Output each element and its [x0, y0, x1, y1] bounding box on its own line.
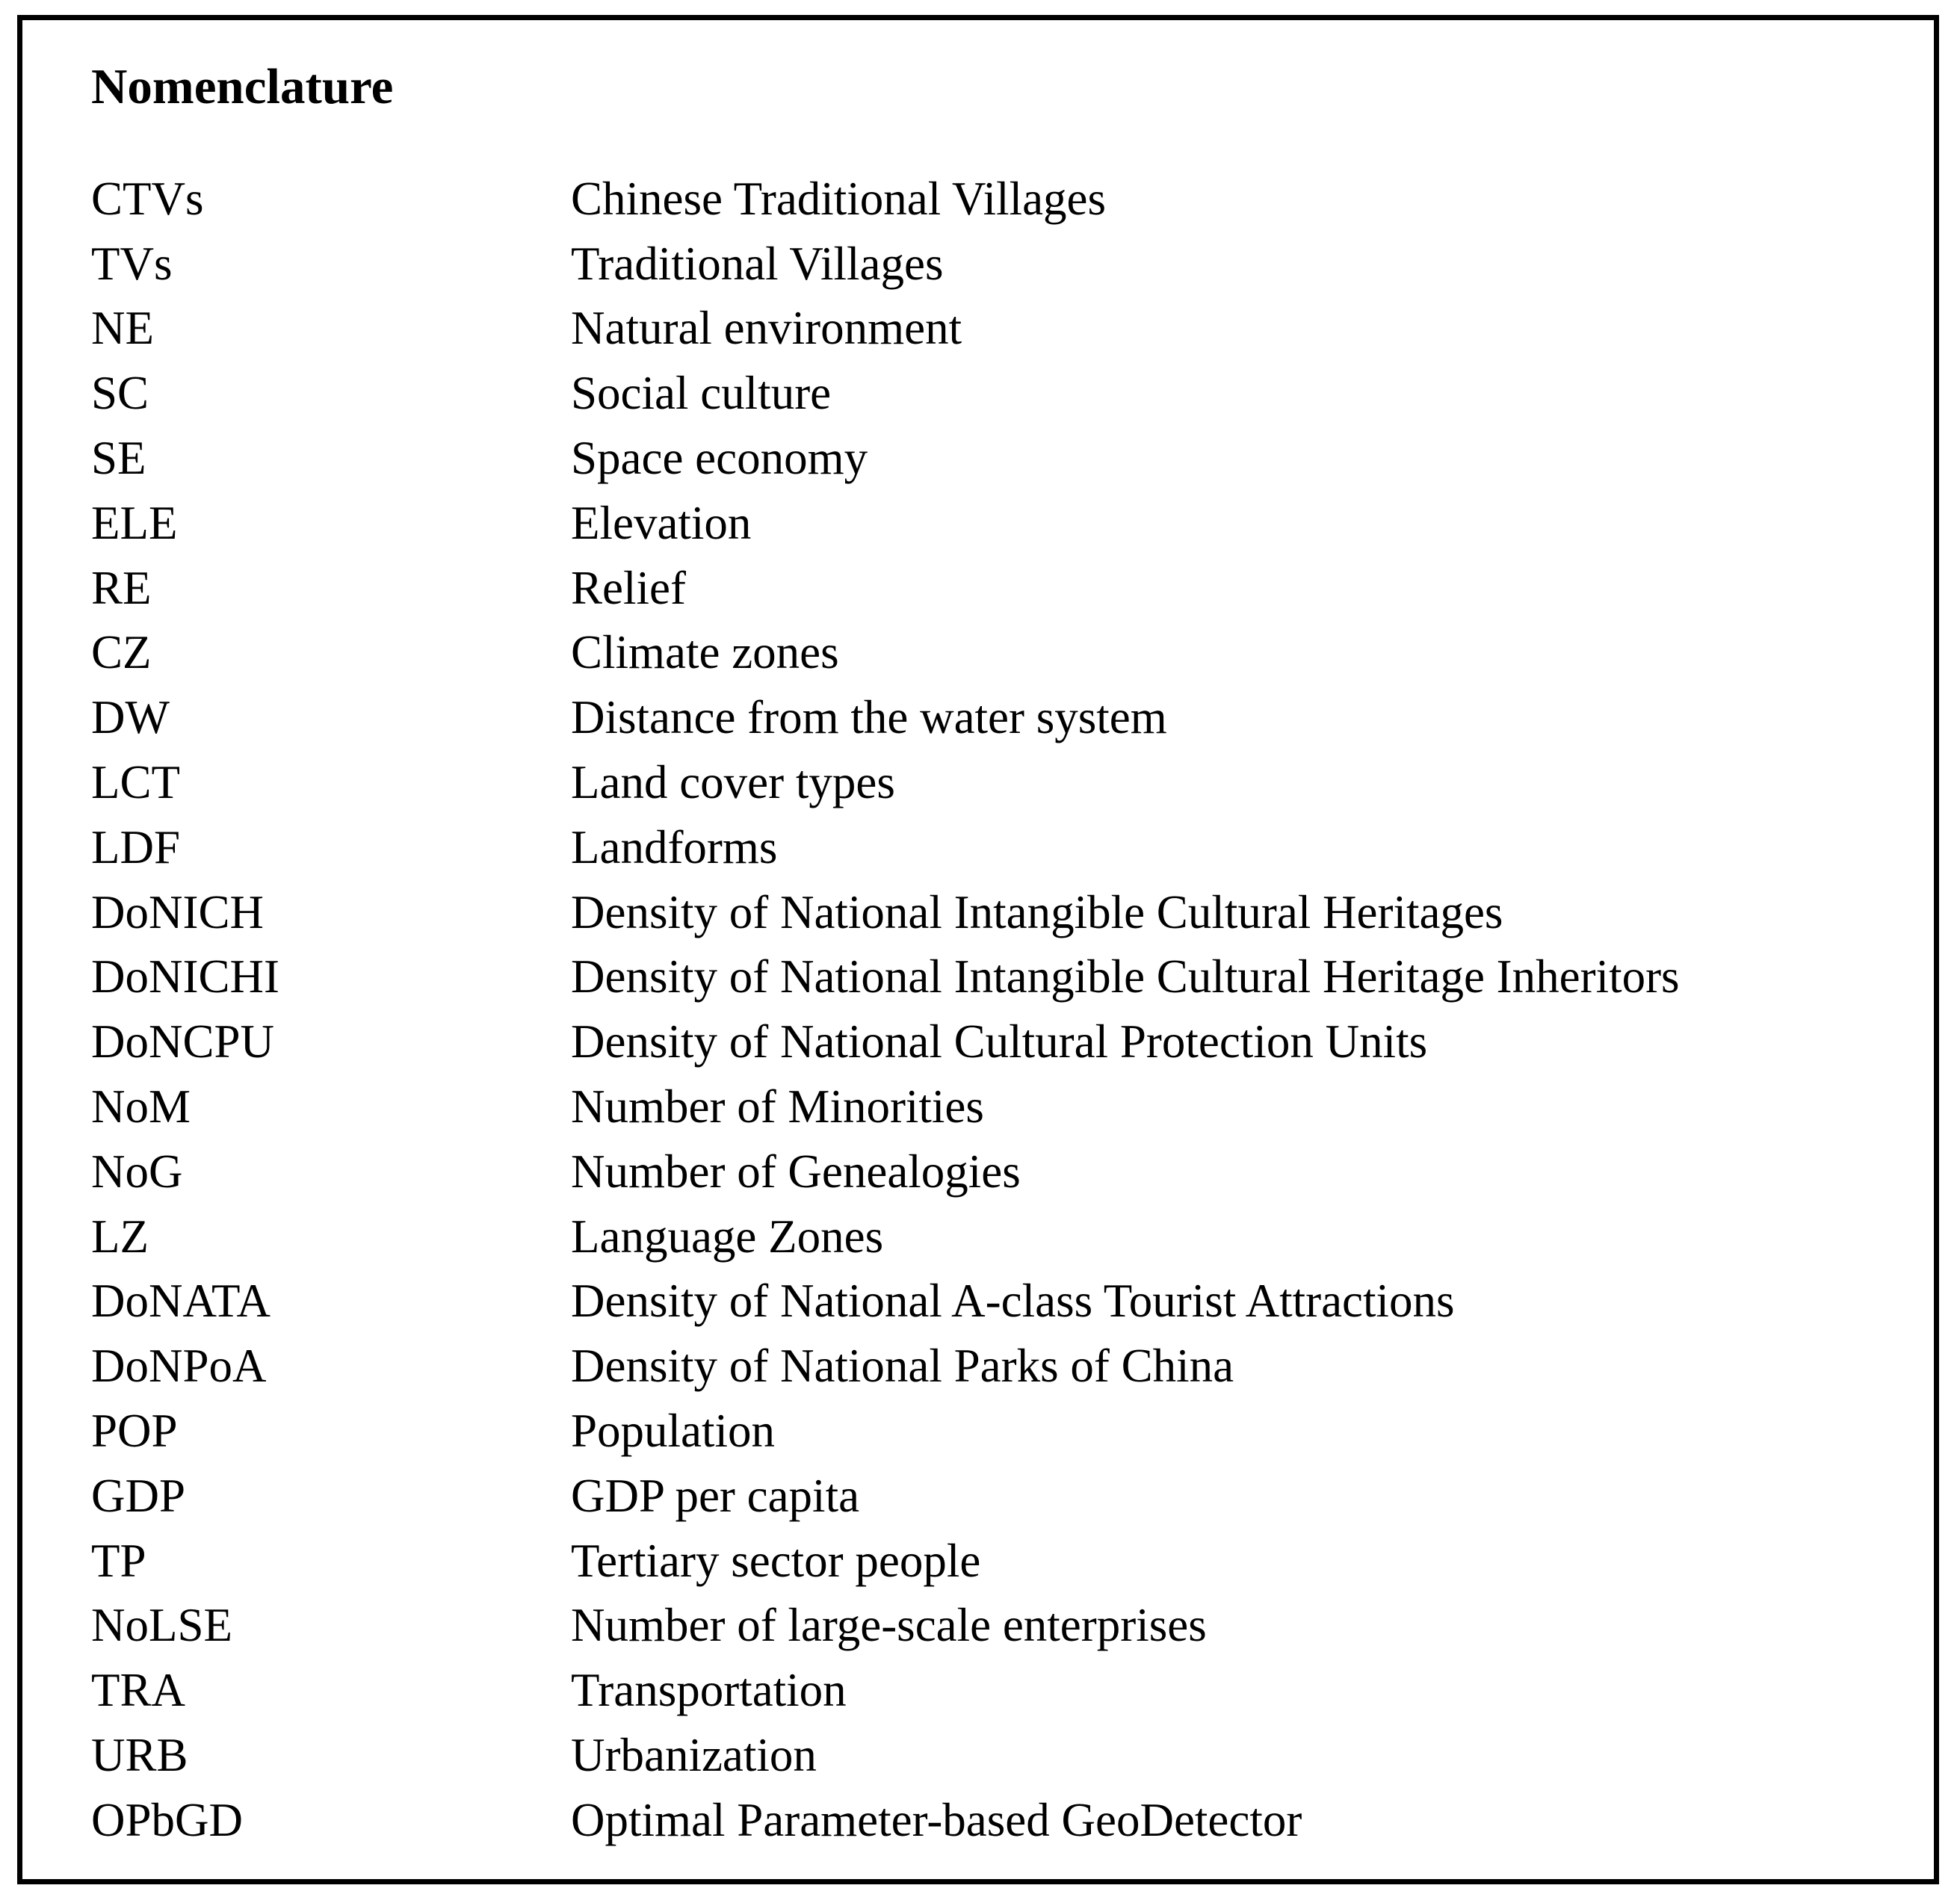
- nomenclature-entry: [91, 1204, 1680, 1269]
- nomenclature-entry: [91, 232, 1680, 297]
- definition: Tertiary sector people: [571, 1534, 981, 1587]
- abbreviation: SC: [91, 367, 149, 420]
- abbreviation: TVs: [91, 237, 173, 290]
- nomenclature-entry: [91, 1658, 1680, 1723]
- nomenclature-entry: [91, 1529, 1680, 1594]
- definition: Number of Minorities: [571, 1080, 984, 1133]
- nomenclature-entry: [91, 297, 1680, 362]
- abbreviation: DoNCPU: [91, 1015, 275, 1068]
- definition: Urbanization: [571, 1729, 817, 1782]
- definition: Space economy: [571, 432, 868, 485]
- definition: Social culture: [571, 367, 832, 420]
- definition: Landforms: [571, 820, 778, 873]
- nomenclature-entry: [91, 1269, 1680, 1334]
- abbreviation: TRA: [91, 1664, 185, 1717]
- definition: Density of National Intangible Cultural Heritage Inheritors: [571, 950, 1680, 1003]
- abbreviation: POP: [91, 1405, 178, 1458]
- definition: Optimal Parameter-based GeoDetector: [571, 1793, 1302, 1846]
- abbreviation: LZ: [91, 1210, 149, 1263]
- definition: Population: [571, 1405, 776, 1458]
- nomenclature-entry: [91, 167, 1680, 232]
- abbreviation: DoNATA: [91, 1275, 270, 1328]
- nomenclature-entry: [91, 1074, 1680, 1139]
- nomenclature-entry: [91, 1788, 1680, 1853]
- nomenclature-entry: [91, 1399, 1680, 1464]
- definition: Climate zones: [571, 626, 839, 679]
- definition: Chinese Traditional Villages: [571, 172, 1107, 225]
- nomenclature-entry: [91, 750, 1680, 815]
- definition: Relief: [571, 561, 686, 614]
- nomenclature-entry: [91, 1594, 1680, 1659]
- abbreviation: GDP: [91, 1469, 186, 1522]
- definition: Density of National A-class Tourist Attractions: [571, 1275, 1455, 1328]
- nomenclature-entry: [91, 815, 1680, 880]
- nomenclature-entry: [91, 1009, 1680, 1074]
- nomenclature-entry: [91, 426, 1680, 491]
- definition: Elevation: [571, 496, 752, 549]
- abbreviation: DoNPoA: [91, 1340, 267, 1393]
- definition: GDP per capita: [571, 1469, 860, 1522]
- nomenclature-entry: [91, 1139, 1680, 1204]
- abbreviation: ELE: [91, 496, 178, 549]
- nomenclature-entry: [91, 1723, 1680, 1788]
- nomenclature-entry: [91, 685, 1680, 750]
- abbreviation: URB: [91, 1729, 188, 1782]
- definition: Distance from the water system: [571, 691, 1167, 744]
- abbreviation: NoM: [91, 1080, 191, 1133]
- abbreviation: LDF: [91, 820, 181, 873]
- abbreviation: NoG: [91, 1145, 183, 1198]
- definition: Transportation: [571, 1664, 847, 1717]
- nomenclature-entry: [91, 621, 1680, 686]
- definition: Density of National Intangible Cultural Heritages: [571, 885, 1503, 938]
- abbreviation: TP: [91, 1534, 146, 1587]
- definition: Number of large-scale enterprises: [571, 1599, 1207, 1652]
- abbreviation: CTVs: [91, 172, 204, 225]
- definition: Traditional Villages: [571, 237, 944, 290]
- nomenclature-entry: [91, 1334, 1680, 1399]
- definition: Land cover types: [571, 756, 895, 809]
- nomenclature-entry: [91, 361, 1680, 426]
- nomenclature-title: Nomenclature: [91, 59, 394, 114]
- nomenclature-entry: [91, 880, 1680, 945]
- nomenclature-entry: [91, 1464, 1680, 1529]
- definition: Number of Genealogies: [571, 1145, 1021, 1198]
- nomenclature-list: [91, 167, 1680, 1853]
- abbreviation: LCT: [91, 756, 180, 809]
- definition: Language Zones: [571, 1210, 884, 1263]
- abbreviation: NoLSE: [91, 1599, 232, 1652]
- abbreviation: DoNICH: [91, 885, 264, 938]
- abbreviation: DW: [91, 691, 170, 744]
- definition: Density of National Parks of China: [571, 1340, 1234, 1393]
- abbreviation: CZ: [91, 626, 152, 679]
- nomenclature-entry: [91, 556, 1680, 621]
- abbreviation: RE: [91, 561, 152, 614]
- definition: Density of National Cultural Protection Units: [571, 1015, 1428, 1068]
- abbreviation: OPbGD: [91, 1793, 244, 1846]
- abbreviation: DoNICHI: [91, 950, 279, 1003]
- abbreviation: SE: [91, 432, 146, 485]
- nomenclature-entry: [91, 491, 1680, 556]
- abbreviation: NE: [91, 302, 154, 355]
- nomenclature-entry: [91, 945, 1680, 1010]
- definition: Natural environment: [571, 302, 962, 355]
